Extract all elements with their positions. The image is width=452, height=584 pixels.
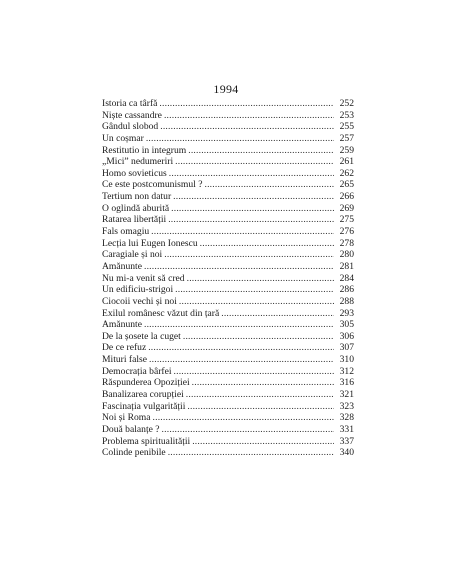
dot-leader <box>192 377 334 389</box>
dot-leader <box>174 366 334 378</box>
dot-leader <box>183 331 334 343</box>
toc-entry-page-number: 316 <box>339 377 354 389</box>
dot-leader <box>171 203 334 215</box>
toc-entry-title: Democrația bârfei <box>102 365 172 377</box>
toc-entry-page-number: 310 <box>339 354 354 366</box>
toc-entry-title: Problema spiritualității <box>102 435 191 447</box>
dot-leader <box>164 249 334 261</box>
toc-entry <box>102 249 354 261</box>
dot-leader <box>168 214 334 226</box>
toc-entry <box>102 308 354 320</box>
toc-entry <box>102 261 354 273</box>
toc-entry-title: Caragiale și noi <box>102 249 163 261</box>
table-of-contents <box>102 98 354 459</box>
toc-entry-title: Ciocoii vechi și noi <box>102 295 177 307</box>
dot-leader <box>179 296 334 308</box>
toc-entry-title: Două balanțe ? <box>102 423 160 435</box>
toc-entry <box>102 179 354 191</box>
toc-entry <box>102 98 354 110</box>
dot-leader <box>200 238 334 250</box>
toc-entry <box>102 366 354 378</box>
toc-entry <box>102 331 354 343</box>
dot-leader <box>221 308 334 320</box>
toc-entry <box>102 354 354 366</box>
toc-entry <box>102 319 354 331</box>
toc-entry-page-number: 340 <box>339 447 354 459</box>
toc-entry-title: Un edificiu-strigoi <box>102 284 174 296</box>
toc-entry-page-number: 321 <box>339 389 354 401</box>
dot-leader <box>162 424 334 436</box>
toc-entry <box>102 412 354 424</box>
dot-leader <box>188 145 334 157</box>
toc-entry-page-number: 307 <box>339 342 354 354</box>
dot-leader <box>169 168 334 180</box>
dot-leader <box>175 156 334 168</box>
dot-leader <box>186 389 334 401</box>
toc-entry-title: Ratarea libertății <box>102 214 167 226</box>
toc-entry-title: Banalizarea corupției <box>102 389 184 401</box>
toc-entry <box>102 145 354 157</box>
toc-entry <box>102 238 354 250</box>
dot-leader <box>187 401 334 413</box>
toc-entry <box>102 447 354 459</box>
toc-entry-page-number: 276 <box>339 226 354 238</box>
toc-entry-page-number: 266 <box>339 191 354 203</box>
toc-entry <box>102 401 354 413</box>
toc-entry-title: Un coșmar <box>102 132 144 144</box>
toc-entry-title: De la șosete la cuget <box>102 330 181 342</box>
toc-entry <box>102 226 354 238</box>
toc-entry-page-number: 269 <box>339 202 354 214</box>
toc-entry-title: Colinde penibile <box>102 447 166 459</box>
toc-entry <box>102 121 354 133</box>
toc-entry-title: O oglindă aburită <box>102 202 170 214</box>
toc-entry <box>102 284 354 296</box>
toc-entry-page-number: 265 <box>339 179 354 191</box>
toc-entry-title: Mituri false <box>102 354 148 366</box>
toc-entry-title: Răspunderea Opoziției <box>102 377 190 389</box>
dot-leader <box>168 447 334 459</box>
toc-entry <box>102 191 354 203</box>
toc-entry <box>102 389 354 401</box>
dot-leader <box>175 284 334 296</box>
toc-entry <box>102 436 354 448</box>
toc-entry-title: Restitutio in integrum <box>102 144 187 156</box>
toc-entry <box>102 214 354 226</box>
dot-leader <box>192 436 334 448</box>
toc-entry-page-number: 284 <box>339 272 354 284</box>
toc-entry-page-number: 288 <box>339 295 354 307</box>
toc-entry-page-number: 293 <box>339 307 354 319</box>
toc-entry-title: Exilul românesc văzut din țară <box>102 307 220 319</box>
toc-entry <box>102 110 354 122</box>
toc-entry-page-number: 257 <box>339 132 354 144</box>
toc-entry-page-number: 323 <box>339 400 354 412</box>
toc-entry <box>102 203 354 215</box>
dot-leader <box>204 179 334 191</box>
toc-entry-page-number: 286 <box>339 284 354 296</box>
toc-entry-title: Homo sovieticus <box>102 167 167 179</box>
dot-leader <box>146 133 334 145</box>
toc-entry-title: Tertium non datur <box>102 191 172 203</box>
toc-entry-page-number: 275 <box>339 214 354 226</box>
toc-entry <box>102 133 354 145</box>
toc-entry-page-number: 337 <box>339 435 354 447</box>
toc-entry-title: Amănunte <box>102 319 142 331</box>
toc-entry-page-number: 328 <box>339 412 354 424</box>
toc-entry-title: Nu mi-a venit să cred <box>102 272 185 284</box>
toc-entry-title: Fascinația vulgarității <box>102 400 186 412</box>
toc-entry <box>102 296 354 308</box>
toc-entry-page-number: 259 <box>339 144 354 156</box>
toc-entry-title: Lecția lui Eugen Ionescu <box>102 237 198 249</box>
toc-entry-page-number: 278 <box>339 237 354 249</box>
dot-leader <box>164 110 334 122</box>
dot-leader <box>144 319 334 331</box>
toc-entry <box>102 424 354 436</box>
dot-leader <box>159 98 334 110</box>
toc-entry-page-number: 255 <box>339 121 354 133</box>
toc-entry-title: Niște cassandre <box>102 109 162 121</box>
dot-leader <box>149 354 334 366</box>
toc-entry-page-number: 253 <box>339 109 354 121</box>
dot-leader <box>173 191 334 203</box>
section-year-heading: 1994 <box>213 82 239 96</box>
dot-leader <box>187 273 334 285</box>
dot-leader <box>148 342 334 354</box>
toc-entry-title: Ce este postcomunismul ? <box>102 179 203 191</box>
toc-entry <box>102 168 354 180</box>
dot-leader <box>153 412 334 424</box>
toc-entry-title: Noi și Roma <box>102 412 151 424</box>
toc-entry-page-number: 261 <box>339 156 354 168</box>
dot-leader <box>144 261 334 273</box>
dot-leader <box>160 121 334 133</box>
toc-entry <box>102 156 354 168</box>
toc-entry <box>102 377 354 389</box>
toc-entry <box>102 342 354 354</box>
toc-entry-page-number: 262 <box>339 167 354 179</box>
dot-leader <box>151 226 334 238</box>
toc-entry-page-number: 312 <box>339 365 354 377</box>
toc-entry <box>102 273 354 285</box>
toc-entry-title: Istoria ca târfă <box>102 98 158 109</box>
toc-entry-title: Gândul slobod <box>102 121 159 133</box>
toc-entry-title: Amănunte <box>102 260 142 272</box>
toc-entry-page-number: 306 <box>339 330 354 342</box>
toc-entry-page-number: 280 <box>339 249 354 261</box>
toc-entry-title: De ce refuz <box>102 342 147 354</box>
toc-entry-page-number: 281 <box>339 260 354 272</box>
toc-entry-page-number: 252 <box>339 98 354 109</box>
toc-entry-title: „Mici” nedumeriri <box>102 156 174 168</box>
toc-entry-page-number: 331 <box>339 423 354 435</box>
toc-entry-page-number: 305 <box>339 319 354 331</box>
toc-entry-title: Fals omagiu <box>102 226 150 238</box>
